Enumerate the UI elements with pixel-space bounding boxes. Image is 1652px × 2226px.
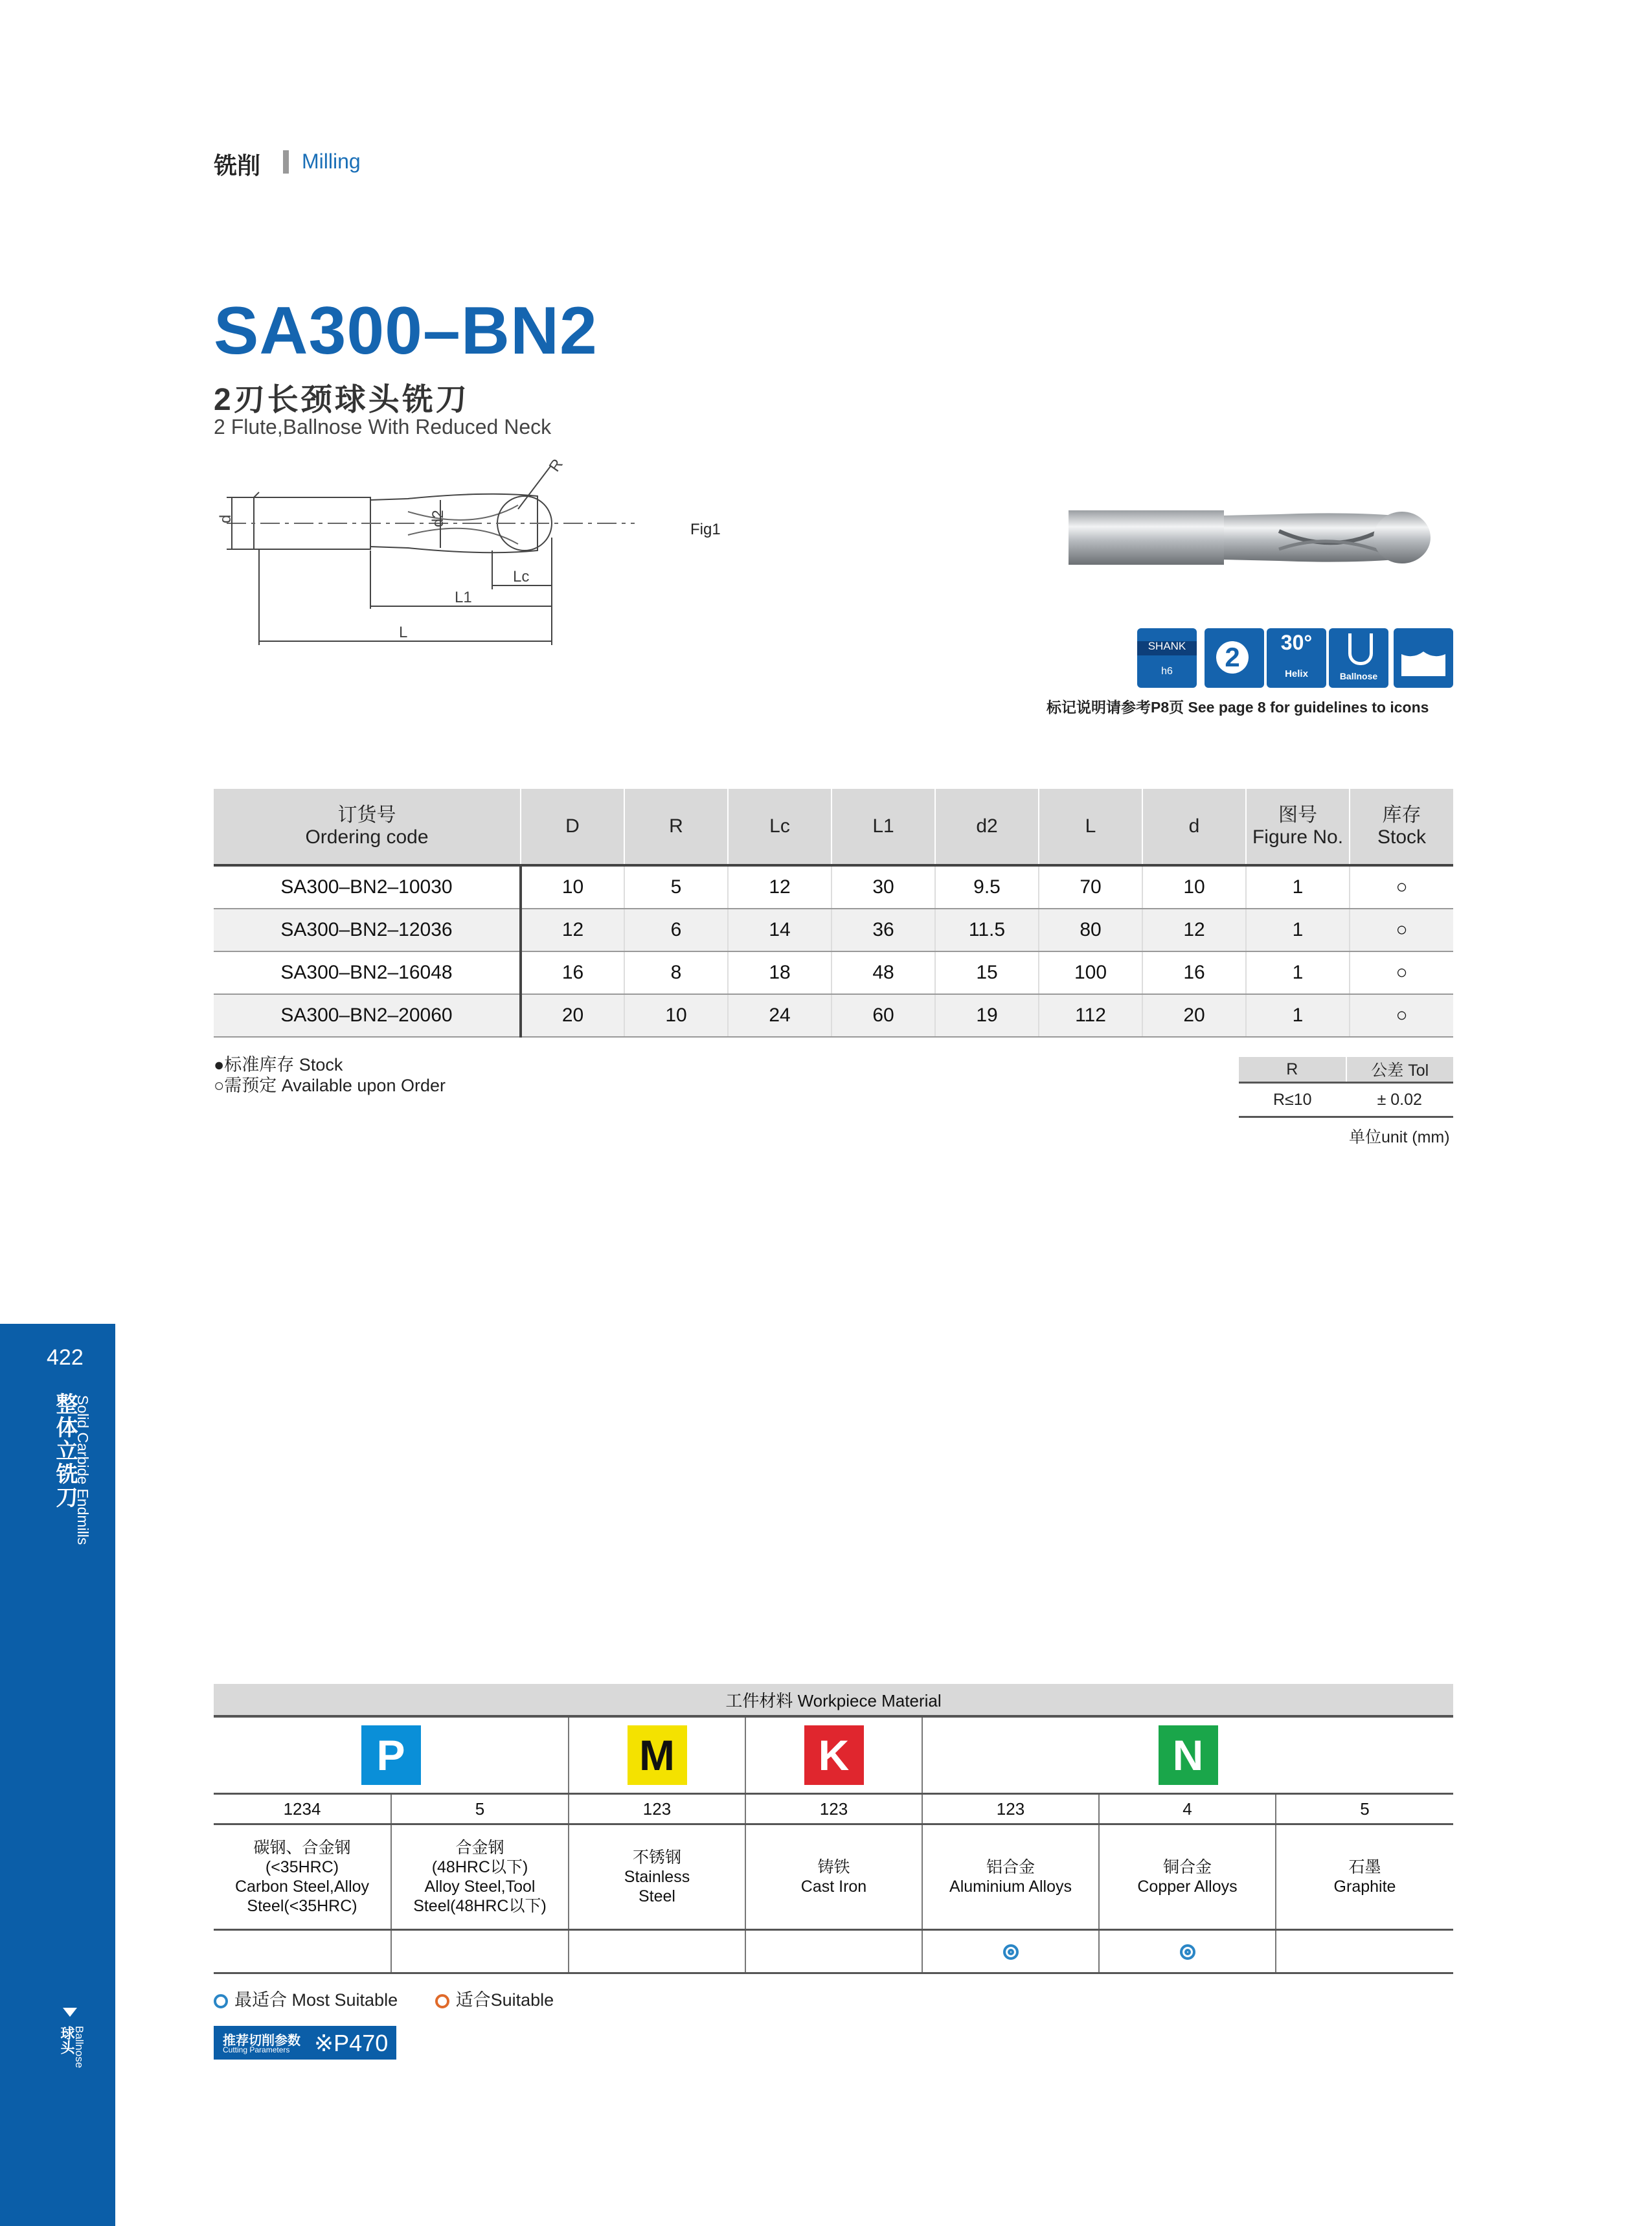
- most-suitable-icon: [1180, 1944, 1195, 1960]
- helix-angle-icon: 30° Helix: [1267, 628, 1326, 688]
- icon-guideline-note: 标记说明请参考P8页 See page 8 for guidelines to icons: [1047, 699, 1429, 716]
- section-title-cn: 铣削: [214, 152, 261, 179]
- col-d-small: d: [1142, 789, 1246, 865]
- dim-lc-label: Lc: [513, 568, 530, 585]
- material-graphite: 石墨 Graphite: [1276, 1824, 1453, 1930]
- dim-d2-label: d2: [429, 510, 447, 527]
- spec-table-header: [214, 789, 1453, 865]
- material-aluminium: 铝合金 Aluminium Alloys: [922, 1824, 1099, 1930]
- table-row: SA300–BN2–20060 20 10 24 60 19 112 20 1 ○: [214, 994, 1453, 1037]
- material-carbon-steel: 碳钢、合金钢 (<35HRC) Carbon Steel,Alloy Steel(<35HRC): [214, 1824, 391, 1930]
- most-suitable-icon: [1003, 1944, 1019, 1960]
- page-number: 422: [47, 1345, 84, 1370]
- unit-note: 单位unit (mm): [1349, 1128, 1450, 1146]
- cutting-parameters-link[interactable]: [214, 2026, 396, 2060]
- stock-legend-standard: ●标准库存 Stock: [214, 1055, 343, 1074]
- shank-h6-icon: SHANK h6: [1137, 628, 1197, 688]
- material-copper: 铜合金 Copper Alloys: [1099, 1824, 1276, 1930]
- product-name-cn: 2刃长颈球头铣刀: [214, 383, 470, 417]
- workpiece-table: [214, 1684, 1453, 1974]
- product-photo: [1065, 492, 1454, 576]
- material-number: 4: [1099, 1794, 1276, 1824]
- material-number: 123: [922, 1794, 1099, 1824]
- col-l: L: [1039, 789, 1142, 865]
- material-alloy-steel: 合金钢 (48HRC以下) Alloy Steel,Tool Steel(48HRC以下): [391, 1824, 569, 1930]
- col-d2: d2: [935, 789, 1039, 865]
- tol-header-r: R: [1239, 1057, 1346, 1083]
- col-l1: L1: [832, 789, 935, 865]
- material-p-badge: P: [361, 1725, 421, 1785]
- dim-l-label: L: [399, 624, 408, 641]
- dim-l1-label: L1: [455, 589, 472, 606]
- material-number: 5: [391, 1794, 569, 1824]
- workpiece-title: 工件材料 Workpiece Material: [214, 1684, 1453, 1716]
- tol-tolerance-value: ± 0.02: [1346, 1083, 1454, 1117]
- material-number: 123: [569, 1794, 745, 1824]
- tol-header-tol: 公差 Tol: [1346, 1057, 1454, 1083]
- material-cast-iron: 铸铁 Cast Iron: [745, 1824, 922, 1930]
- category-cn: 整体立铣刀: [52, 1392, 77, 1509]
- suitable-legend-icon: [435, 1994, 449, 2008]
- suitability-row: [214, 1930, 1453, 1973]
- technical-drawing: [214, 453, 680, 654]
- material-number: 1234: [214, 1794, 391, 1824]
- col-figure-no: 图号 Figure No.: [1246, 789, 1350, 865]
- table-row: SA300–BN2–10030 10 5 12 30 9.5 70 10 1 ○: [214, 865, 1453, 909]
- material-number: 123: [745, 1794, 922, 1824]
- col-lc: Lc: [728, 789, 832, 865]
- suitability-legend: 最适合 Most Suitable 适合Suitable: [214, 1986, 554, 2011]
- triangle-down-icon: [63, 2008, 77, 2017]
- stock-legend-order: ○需预定 Available upon Order: [214, 1076, 446, 1095]
- table-row: SA300–BN2–12036 12 6 14 36 11.5 80 12 1 ○: [214, 909, 1453, 951]
- figure-label: Fig1: [690, 521, 721, 538]
- material-m-badge: M: [628, 1725, 687, 1785]
- spec-table: [214, 789, 1453, 1038]
- product-code: SA300–BN2: [214, 293, 598, 369]
- stock-legend: [214, 1054, 446, 1096]
- tolerance-table: [1239, 1057, 1453, 1118]
- section-title-en: Milling: [302, 150, 361, 173]
- cutting-params-en: Cutting Parameters: [223, 2045, 290, 2054]
- col-r: R: [624, 789, 728, 865]
- section-divider: [283, 150, 289, 174]
- flutes-icon: 2: [1205, 628, 1264, 688]
- tol-r-value: R≤10: [1239, 1083, 1346, 1117]
- most-suitable-legend-icon: [214, 1994, 228, 2008]
- table-row: SA300–BN2–16048 16 8 18 48 15 100 16 1 ○: [214, 951, 1453, 994]
- product-name-en: 2 Flute,Ballnose With Reduced Neck: [214, 415, 552, 438]
- subcategory-cn: 球头: [59, 2026, 75, 2054]
- dim-d-label: d: [217, 514, 234, 523]
- category-en: Solid Carbide Endmills: [74, 1395, 91, 1545]
- material-k-badge: K: [804, 1725, 864, 1785]
- col-stock: 库存 Stock: [1350, 789, 1453, 865]
- material-number: 5: [1276, 1794, 1453, 1824]
- ballnose-icon: Ballnose: [1329, 628, 1388, 688]
- dim-r-label: R: [545, 455, 567, 475]
- col-d-big: D: [521, 789, 624, 865]
- cutting-params-cn: 推荐切削参数: [223, 2034, 300, 2048]
- profile-milling-icon: [1394, 628, 1453, 688]
- material-stainless-steel: 不锈钢 Stainless Steel: [569, 1824, 745, 1930]
- cutting-params-page-ref: ※P470: [314, 2030, 389, 2056]
- subcategory-en: Ballnose: [73, 2026, 85, 2069]
- col-ordering-code: 订货号 Ordering code: [214, 789, 521, 865]
- material-n-badge: N: [1159, 1725, 1218, 1785]
